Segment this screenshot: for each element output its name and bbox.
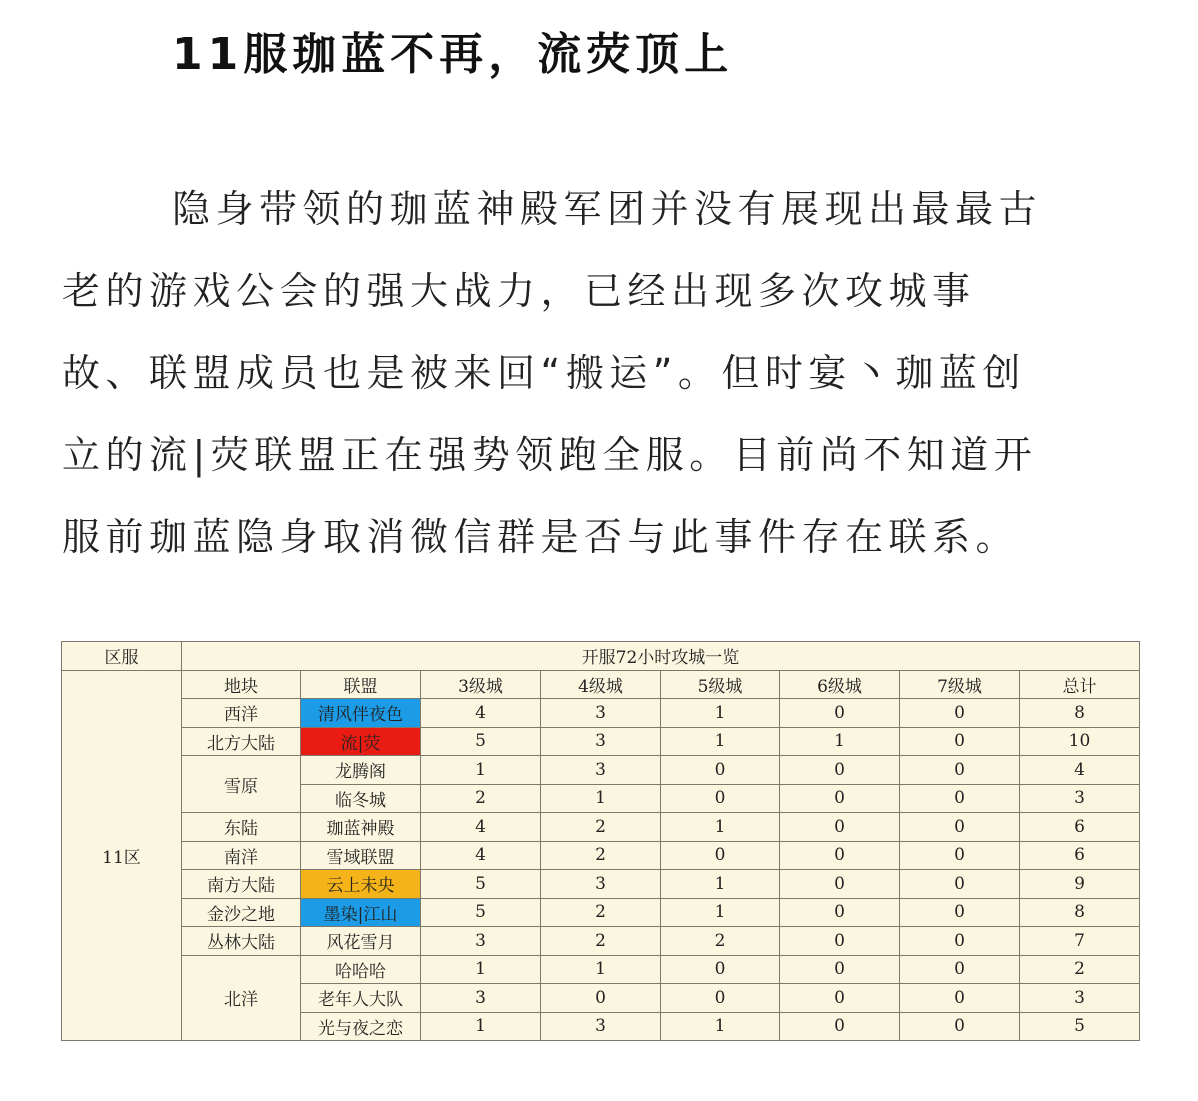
table-row (62, 898, 1140, 927)
count-cell: 1 (661, 727, 780, 756)
count-cell: 0 (900, 898, 1020, 927)
table-row (62, 699, 1140, 728)
count-cell: 0 (780, 699, 900, 728)
count-cell: 0 (661, 756, 780, 785)
count-cell: 1 (780, 727, 900, 756)
region-cell: 西洋 (182, 699, 301, 728)
count-cell: 0 (780, 1012, 900, 1041)
total-cell: 8 (1020, 898, 1140, 927)
count-cell: 0 (900, 699, 1020, 728)
paragraph-line: 故、联盟成员也是被来回“搬运”。但时宴丶珈蓝创 (62, 351, 1026, 395)
count-cell: 2 (541, 898, 661, 927)
count-cell: 0 (661, 955, 780, 984)
total-cell: 9 (1020, 870, 1140, 899)
table-row (62, 727, 1140, 756)
count-cell: 5 (421, 727, 541, 756)
alliance-cell: 云上未央 (301, 870, 421, 899)
alliance-cell: 风花雪月 (301, 927, 421, 956)
alliance-cell: 流|荧 (301, 727, 421, 756)
column-header: 7级城 (900, 670, 1020, 699)
count-cell: 0 (661, 784, 780, 813)
count-cell: 3 (421, 927, 541, 956)
server-header: 区服 (62, 642, 182, 671)
count-cell: 3 (421, 984, 541, 1013)
alliance-cell: 雪域联盟 (301, 841, 421, 870)
column-header: 3级城 (421, 670, 541, 699)
paragraph-line: 隐身带领的珈蓝神殿军团并没有展现出最最古 (172, 187, 1043, 231)
alliance-cell: 珈蓝神殿 (301, 813, 421, 842)
count-cell: 0 (900, 841, 1020, 870)
paragraph-line: 服前珈蓝隐身取消微信群是否与此事件存在联系。 (62, 515, 1020, 559)
count-cell: 2 (541, 927, 661, 956)
count-cell: 0 (900, 784, 1020, 813)
total-cell: 8 (1020, 699, 1140, 728)
region-cell: 雪原 (182, 756, 301, 813)
count-cell: 3 (541, 699, 661, 728)
server-cell: 11区 (62, 670, 182, 1041)
total-cell: 6 (1020, 813, 1140, 842)
count-cell: 3 (541, 870, 661, 899)
alliance-cell: 老年人大队 (301, 984, 421, 1013)
count-cell: 0 (900, 927, 1020, 956)
count-cell: 1 (661, 699, 780, 728)
count-cell: 0 (780, 870, 900, 899)
alliance-cell: 清风伴夜色 (301, 699, 421, 728)
table-row (62, 756, 1140, 785)
column-header: 4级城 (541, 670, 661, 699)
total-cell: 5 (1020, 1012, 1140, 1041)
count-cell: 0 (780, 898, 900, 927)
total-cell: 4 (1020, 756, 1140, 785)
count-cell: 2 (421, 784, 541, 813)
count-cell: 0 (900, 1012, 1020, 1041)
count-cell: 5 (421, 898, 541, 927)
count-cell: 0 (900, 955, 1020, 984)
count-cell: 3 (541, 727, 661, 756)
count-cell: 5 (421, 870, 541, 899)
count-cell: 1 (661, 1012, 780, 1041)
total-cell: 2 (1020, 955, 1140, 984)
table-row (62, 927, 1140, 956)
count-cell: 1 (421, 955, 541, 984)
column-header: 地块 (182, 670, 301, 699)
count-cell: 4 (421, 841, 541, 870)
count-cell: 1 (421, 756, 541, 785)
count-cell: 0 (780, 955, 900, 984)
count-cell: 0 (780, 784, 900, 813)
count-cell: 4 (421, 699, 541, 728)
total-cell: 3 (1020, 984, 1140, 1013)
region-cell: 丛林大陆 (182, 927, 301, 956)
table-row (62, 955, 1140, 984)
count-cell: 0 (780, 756, 900, 785)
count-cell: 1 (541, 784, 661, 813)
column-header: 总计 (1020, 670, 1140, 699)
count-cell: 3 (541, 1012, 661, 1041)
alliance-cell: 光与夜之恋 (301, 1012, 421, 1041)
count-cell: 1 (661, 813, 780, 842)
count-cell: 0 (780, 841, 900, 870)
region-cell: 金沙之地 (182, 898, 301, 927)
count-cell: 4 (421, 813, 541, 842)
article-title: 11服珈蓝不再，流荧顶上 (172, 29, 734, 80)
count-cell: 0 (900, 727, 1020, 756)
count-cell: 3 (541, 756, 661, 785)
paragraph-line: 老的游戏公会的强大战力，已经出现多次攻城事 (62, 269, 976, 313)
count-cell: 2 (541, 841, 661, 870)
count-cell: 0 (541, 984, 661, 1013)
count-cell: 0 (661, 984, 780, 1013)
siege-table (61, 641, 1140, 1041)
column-header: 6级城 (780, 670, 900, 699)
count-cell: 0 (900, 870, 1020, 899)
column-header: 联盟 (301, 670, 421, 699)
count-cell: 0 (900, 756, 1020, 785)
region-cell: 北洋 (182, 955, 301, 1041)
total-cell: 3 (1020, 784, 1140, 813)
region-cell: 东陆 (182, 813, 301, 842)
count-cell: 2 (541, 813, 661, 842)
region-cell: 南方大陆 (182, 870, 301, 899)
count-cell: 0 (780, 813, 900, 842)
region-cell: 北方大陆 (182, 727, 301, 756)
count-cell: 0 (900, 813, 1020, 842)
table-row (62, 870, 1140, 899)
alliance-cell: 哈哈哈 (301, 955, 421, 984)
total-cell: 7 (1020, 927, 1140, 956)
count-cell: 0 (661, 841, 780, 870)
table-row (62, 813, 1140, 842)
count-cell: 2 (661, 927, 780, 956)
alliance-cell: 龙腾阁 (301, 756, 421, 785)
count-cell: 0 (900, 984, 1020, 1013)
count-cell: 1 (541, 955, 661, 984)
region-cell: 南洋 (182, 841, 301, 870)
total-cell: 6 (1020, 841, 1140, 870)
alliance-cell: 墨染|江山 (301, 898, 421, 927)
count-cell: 0 (780, 927, 900, 956)
table-row (62, 841, 1140, 870)
count-cell: 1 (661, 870, 780, 899)
paragraph-line: 立的流|荧联盟正在强势领跑全服。目前尚不知道开 (62, 433, 1038, 477)
column-header: 5级城 (661, 670, 780, 699)
table-title: 开服72小时攻城一览 (182, 642, 1140, 671)
alliance-cell: 临冬城 (301, 784, 421, 813)
count-cell: 1 (421, 1012, 541, 1041)
article-paragraph (62, 168, 1142, 578)
count-cell: 0 (780, 984, 900, 1013)
count-cell: 1 (661, 898, 780, 927)
total-cell: 10 (1020, 727, 1140, 756)
